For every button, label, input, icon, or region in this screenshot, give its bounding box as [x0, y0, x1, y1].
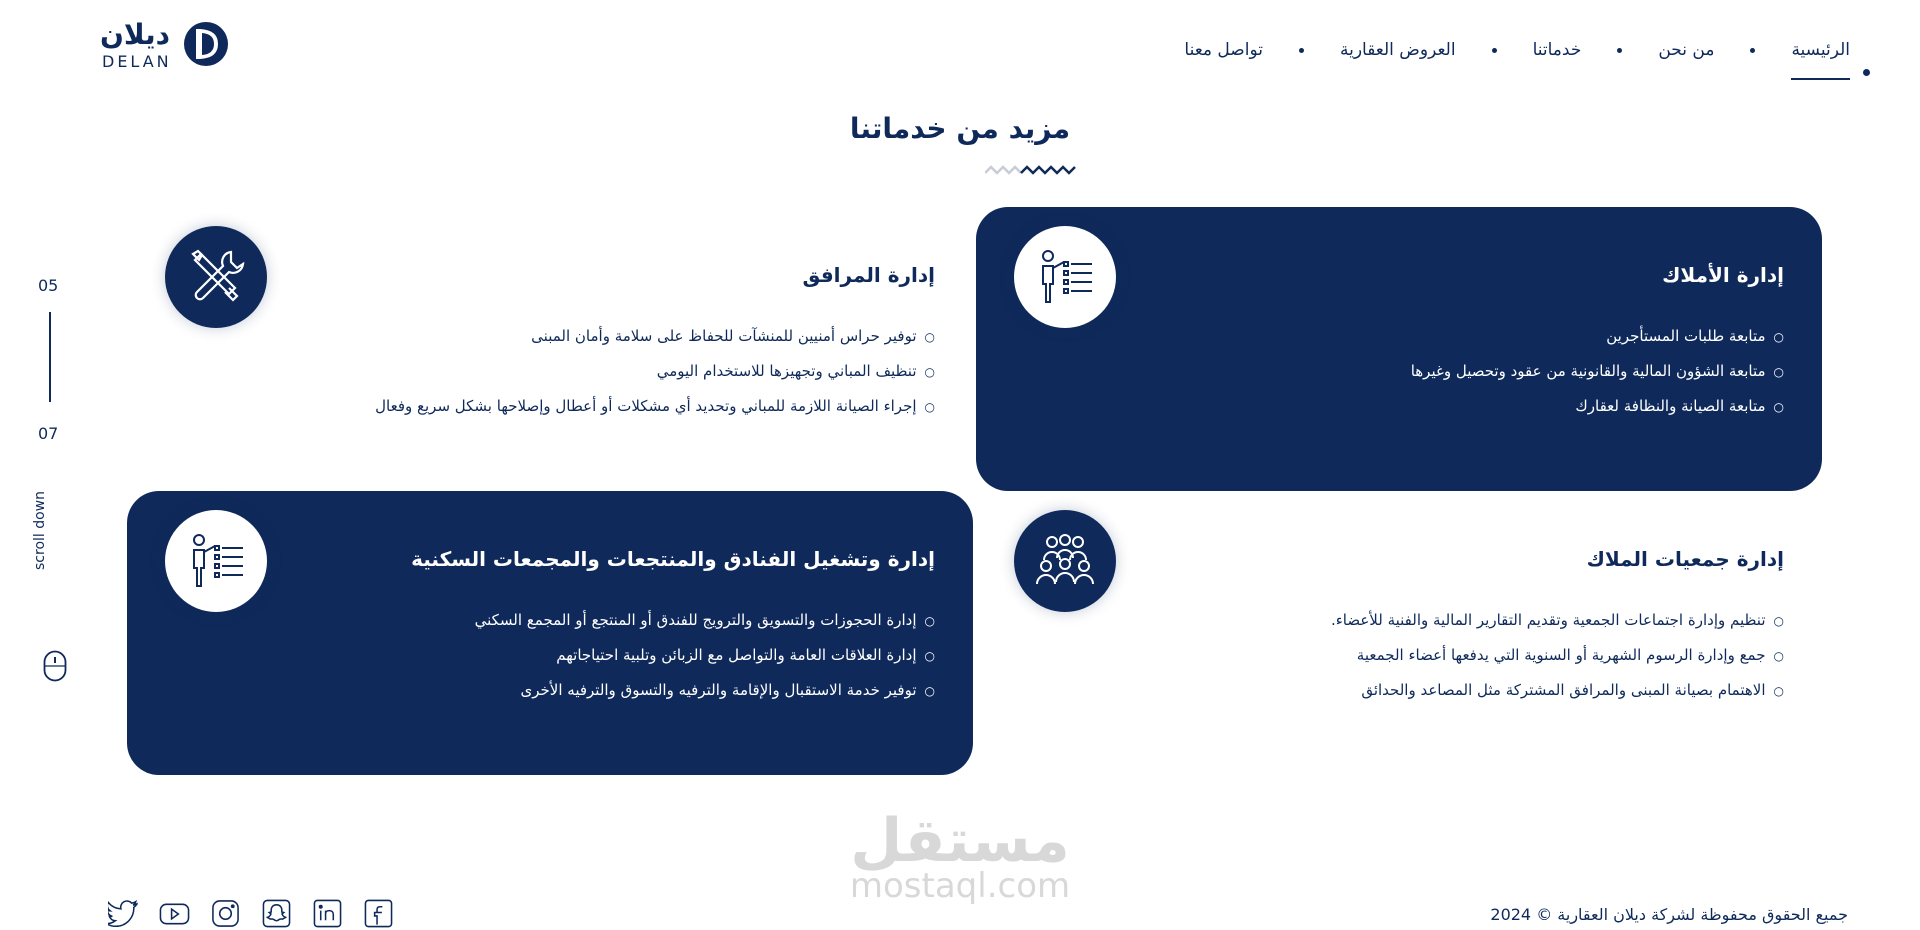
- mouse-icon[interactable]: [43, 650, 67, 682]
- list-item: ○ متابعة الصيانة والنظافة لعقارك: [1411, 389, 1784, 424]
- brand-logo[interactable]: [100, 18, 230, 74]
- brand-name-en: DELAN: [102, 52, 172, 71]
- nav-real-estate-offers[interactable]: العروض العقارية: [1339, 40, 1456, 60]
- card-title: إدارة الأملاك: [1662, 263, 1784, 287]
- watermark-text-ar: مستقل: [850, 806, 1070, 876]
- twitter-icon[interactable]: [108, 898, 139, 929]
- card-facilities-management: [127, 207, 973, 491]
- list-item: ○ الاهتمام بصيانة المبنى والمرافق المشتركة مثل المصاعد والحدائق: [1331, 673, 1784, 708]
- list-item: ○ إدارة العلاقات العامة والتواصل مع الزبائن وتلبية احتياجاتهم: [475, 638, 935, 673]
- card-title: إدارة المرافق: [802, 263, 935, 287]
- card-hotels-management: [127, 491, 973, 775]
- card-owners-associations: [976, 491, 1822, 775]
- instagram-icon[interactable]: [210, 898, 241, 929]
- nav-home[interactable]: الرئيسية: [1791, 40, 1850, 60]
- presenter-list-icon: [165, 510, 267, 612]
- section-title: مزيد من خدماتنا: [849, 112, 1071, 145]
- list-item: ○ توفير حراس أمنيين للمنشآت للحفاظ على سلامة وأمان المبنى: [375, 319, 935, 354]
- nav-separator: [1299, 48, 1304, 53]
- title-wave-decoration: [985, 164, 1077, 176]
- nav-contact[interactable]: تواصل معنا: [1184, 40, 1263, 60]
- logo-mark-icon: [182, 20, 230, 68]
- main-nav: [1184, 40, 1850, 60]
- card-list: [375, 319, 935, 424]
- slide-current: 05: [38, 276, 59, 295]
- list-item: ○ توفير خدمة الاستقبال والإقامة والترفيه والتسوق والترفيه الأخرى: [475, 673, 935, 708]
- tools-icon: [165, 226, 267, 328]
- slide-progress-line: [49, 312, 51, 402]
- nav-active-indicator: [1863, 69, 1870, 76]
- slide-total: 07: [38, 424, 59, 443]
- youtube-icon[interactable]: [159, 898, 190, 929]
- card-list: [475, 603, 935, 708]
- list-item: ○ متابعة طلبات المستأجرين: [1411, 319, 1784, 354]
- brand-name-ar: ديلان: [100, 18, 171, 51]
- card-property-management: [976, 207, 1822, 491]
- list-item: ○ إجراء الصيانة اللازمة للمباني وتحديد أي مشكلات أو أعطال وإصلاحها بشكل سريع وفعال: [375, 389, 935, 424]
- card-title: إدارة وتشغيل الفنادق والمنتجعات والمجمعات السكنية: [411, 547, 935, 571]
- group-icon: [1014, 510, 1116, 612]
- copyright-text: جميع الحقوق محفوظة لشركة ديلان العقارية © 2024: [1490, 905, 1848, 924]
- list-item: ○ متابعة الشؤون المالية والقانونية من عقود وتحصيل وغيرها: [1411, 354, 1784, 389]
- nav-separator: [1617, 48, 1622, 53]
- card-list: [1331, 603, 1784, 708]
- list-item: ○ جمع وإدارة الرسوم الشهرية أو السنوية التي يدفعها أعضاء الجمعية: [1331, 638, 1784, 673]
- presenter-list-icon: [1014, 226, 1116, 328]
- social-links: [108, 898, 394, 929]
- mostaql-watermark: [0, 806, 1920, 906]
- card-title: إدارة جمعيات الملاك: [1586, 547, 1784, 571]
- nav-about[interactable]: من نحن: [1658, 40, 1715, 60]
- card-list: [1411, 319, 1784, 424]
- linkedin-icon[interactable]: [312, 898, 343, 929]
- nav-services[interactable]: خدماتنا: [1532, 40, 1582, 60]
- list-item: ○ إدارة الحجوزات والتسويق والترويج للفندق أو المنتجع أو المجمع السكني: [475, 603, 935, 638]
- watermark-text-en: mostaql.com: [849, 866, 1071, 906]
- scroll-down-label: scroll down: [32, 490, 48, 570]
- nav-separator: [1750, 48, 1755, 53]
- list-item: ○ تنظيف المباني وتجهيزها للاستخدام اليومي: [375, 354, 935, 389]
- facebook-icon[interactable]: [363, 898, 394, 929]
- snapchat-icon[interactable]: [261, 898, 292, 929]
- list-item: ○ تنظيم وإدارة اجتماعات الجمعية وتقديم التقارير المالية والفنية للأعضاء.: [1331, 603, 1784, 638]
- nav-separator: [1492, 48, 1497, 53]
